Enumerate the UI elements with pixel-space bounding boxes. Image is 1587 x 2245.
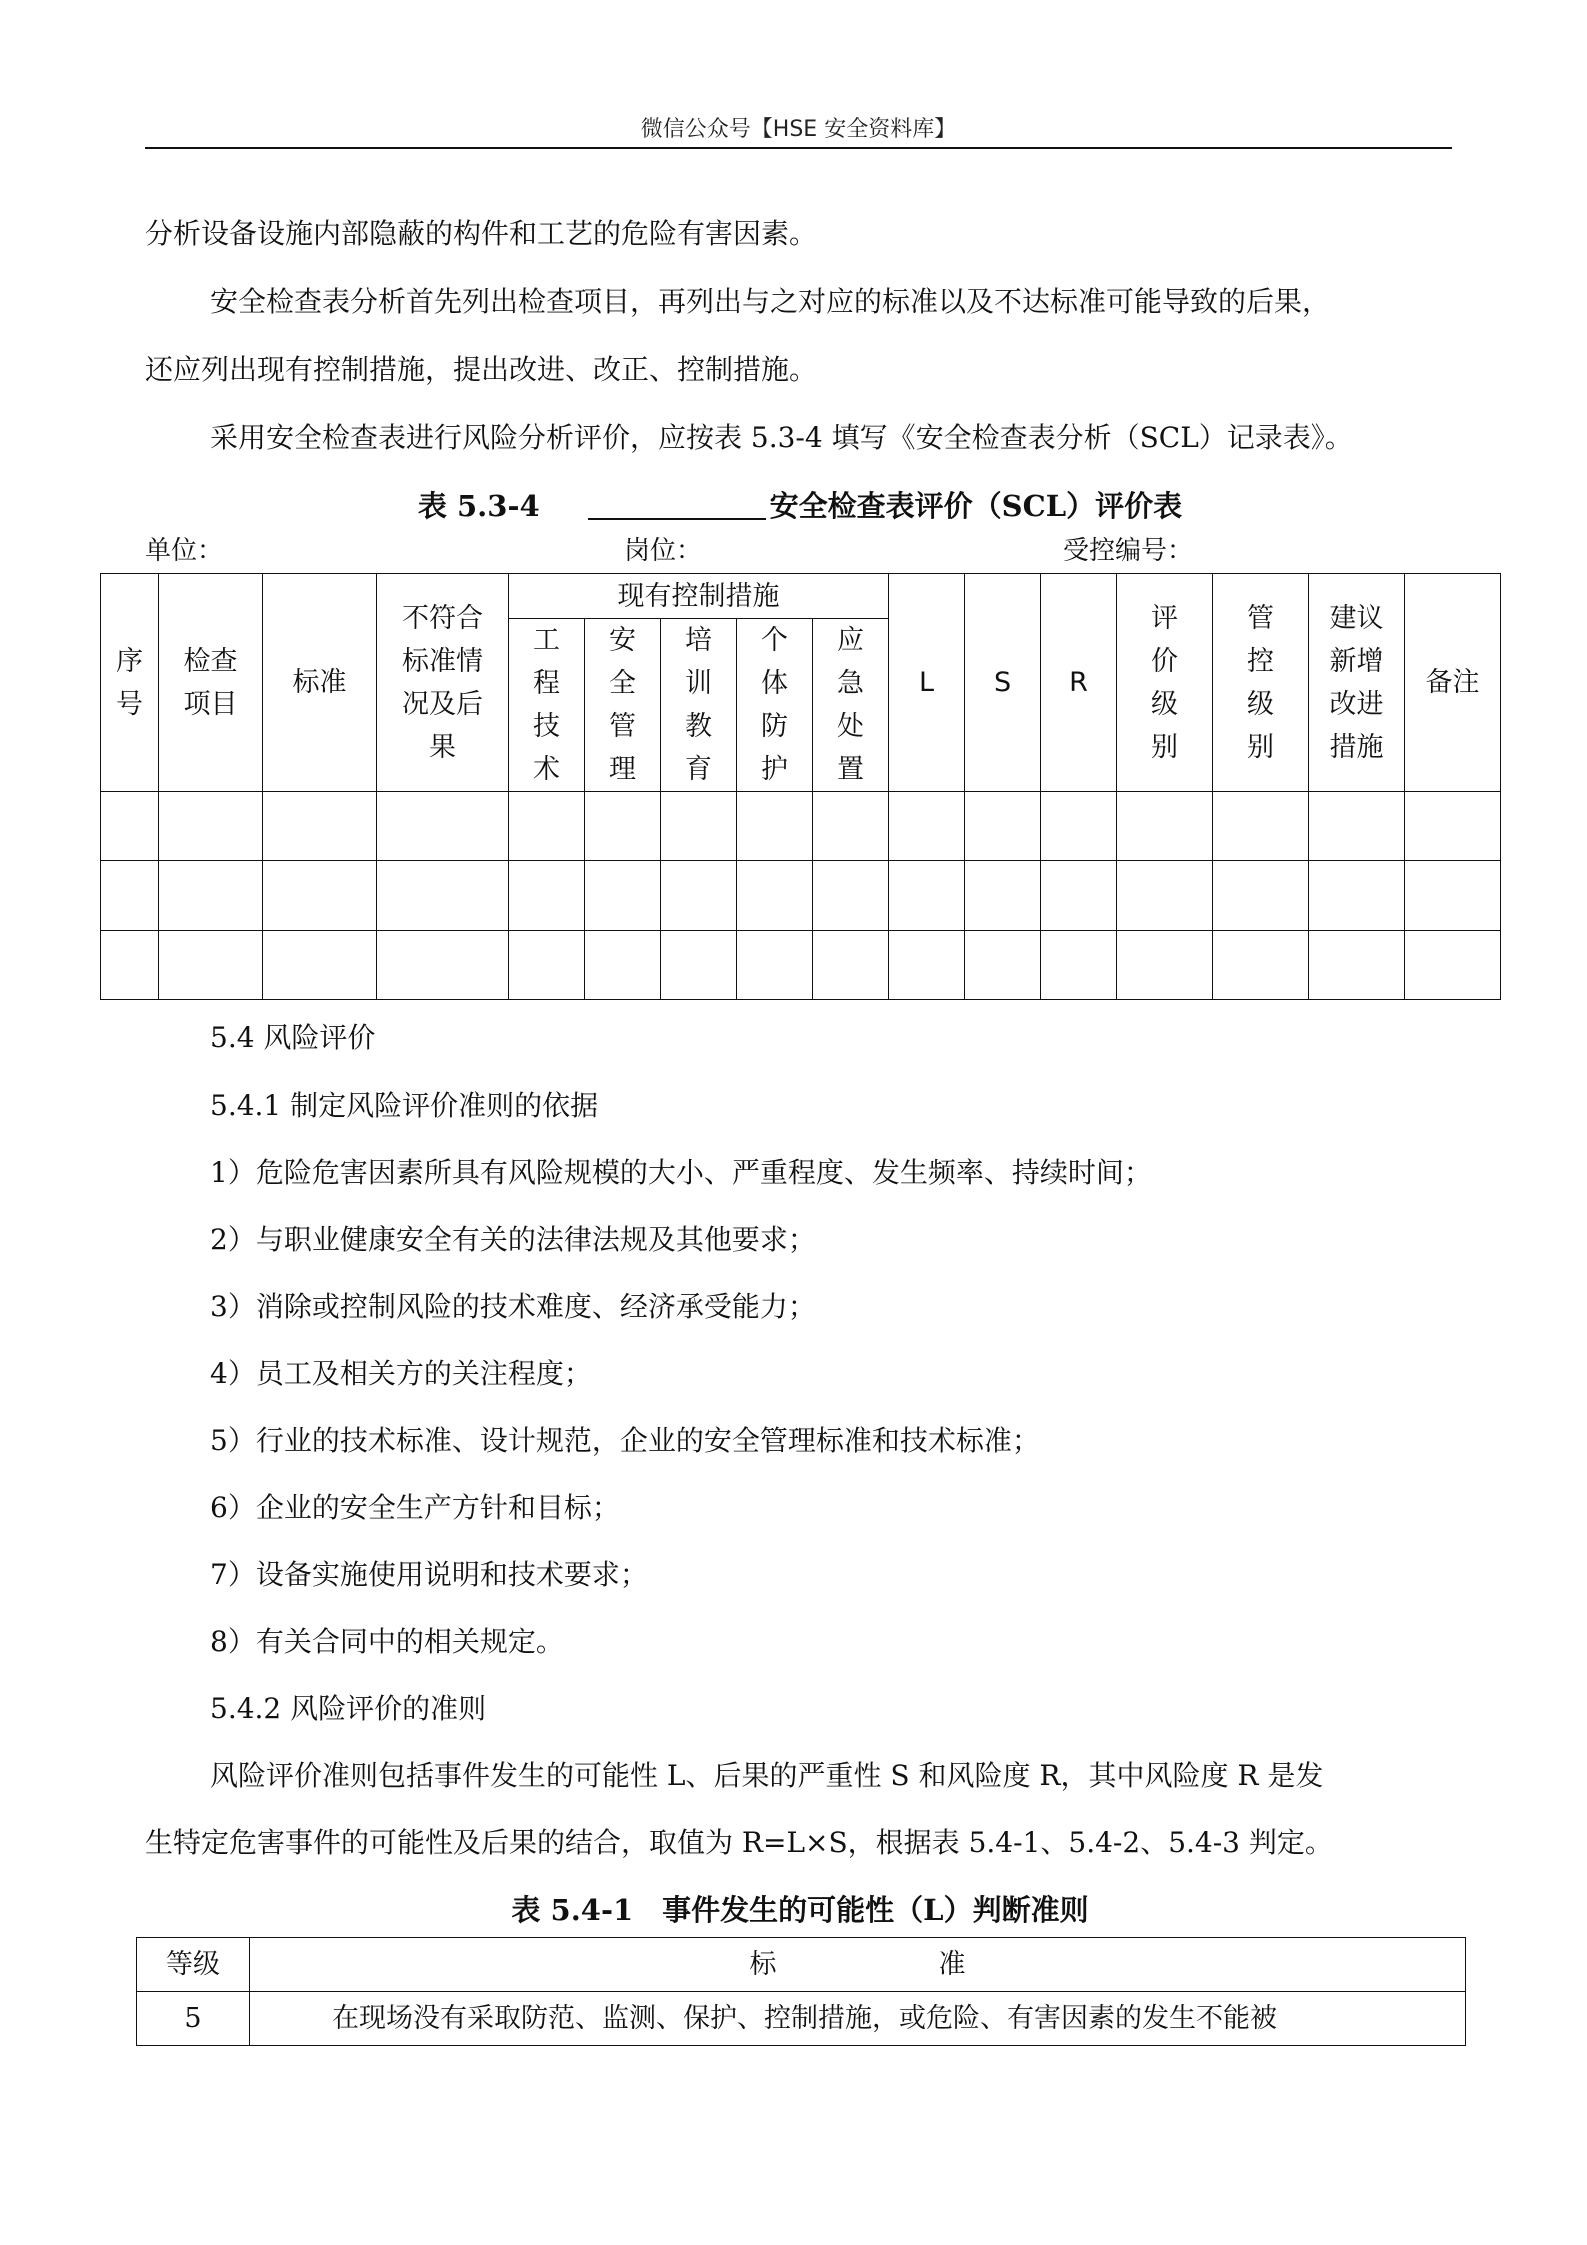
table-caption: 表 5.4-1 事件发生的可能性（L）判断准则 xyxy=(511,1893,1089,1927)
scl-table xyxy=(100,573,1501,1000)
cell[interactable] xyxy=(1309,792,1405,861)
cell[interactable] xyxy=(101,861,159,931)
table-row xyxy=(137,1992,1466,2046)
header-remark: 备注 xyxy=(1405,574,1501,792)
section-heading: 5.4.2 风险评价的准则 xyxy=(210,1692,487,1725)
header-L: L xyxy=(889,574,965,792)
header-standard: 标 准 xyxy=(250,1938,1466,1992)
cell[interactable] xyxy=(509,861,585,931)
cell[interactable] xyxy=(1309,861,1405,931)
cell[interactable] xyxy=(813,792,889,861)
cell[interactable] xyxy=(1213,861,1309,931)
cell[interactable] xyxy=(889,792,965,861)
criteria-cell: 在现场没有采取防范、监测、保护、控制措施，或危险、有害因素的发生不能被 xyxy=(250,1992,1466,2046)
header-ppe: 个体防护 xyxy=(737,619,813,792)
header-seq: 序号 xyxy=(101,574,159,792)
cell[interactable] xyxy=(1405,861,1501,931)
list-item: 1）危险危害因素所具有风险规模的大小、严重程度、发生频率、持续时间； xyxy=(210,1156,1152,1189)
table-caption xyxy=(145,486,1455,526)
cell[interactable] xyxy=(1405,931,1501,1000)
cell[interactable] xyxy=(101,931,159,1000)
paragraph: 分析设备设施内部隐蔽的构件和工艺的危险有害因素。 xyxy=(145,217,818,250)
header-grade: 等级 xyxy=(137,1938,250,1992)
section-heading: 5.4.1 制定风险评价准则的依据 xyxy=(210,1089,599,1122)
cell[interactable] xyxy=(1117,792,1213,861)
cell[interactable] xyxy=(889,861,965,931)
cell[interactable] xyxy=(737,861,813,931)
header-controls: 现有控制措施 xyxy=(509,574,889,619)
list-item: 4）员工及相关方的关注程度； xyxy=(210,1357,592,1390)
cell[interactable] xyxy=(965,792,1041,861)
table-row xyxy=(101,931,1501,1000)
cell[interactable] xyxy=(101,792,159,861)
paragraph: 还应列出现有控制措施，提出改进、改正、控制措施。 xyxy=(145,353,818,386)
cell[interactable] xyxy=(585,931,661,1000)
cell[interactable] xyxy=(965,931,1041,1000)
cell[interactable] xyxy=(661,792,737,861)
cell[interactable] xyxy=(661,861,737,931)
cell[interactable] xyxy=(1041,931,1117,1000)
cell[interactable] xyxy=(263,931,377,1000)
table-title: 安全检查表评价（SCL）评价表 xyxy=(769,489,1183,523)
cell[interactable] xyxy=(377,931,509,1000)
header-eval-level: 评价级别 xyxy=(1117,574,1213,792)
header-suggest: 建议新增改进措施 xyxy=(1309,574,1405,792)
cell[interactable] xyxy=(965,861,1041,931)
cell[interactable] xyxy=(1405,792,1501,861)
cell[interactable] xyxy=(737,931,813,1000)
cell[interactable] xyxy=(585,861,661,931)
table-row xyxy=(101,792,1501,861)
section-heading: 5.4 风险评价 xyxy=(210,1021,376,1054)
table-number: 表 5.3-4 xyxy=(417,489,540,523)
cell[interactable] xyxy=(889,931,965,1000)
list-item: 6）企业的安全生产方针和目标； xyxy=(210,1491,620,1524)
list-item: 7）设备实施使用说明和技术要求； xyxy=(210,1558,648,1591)
paragraph: 风险评价准则包括事件发生的可能性 L、后果的严重性 S 和风险度 R，其中风险度 R 是发 xyxy=(210,1759,1324,1792)
cell[interactable] xyxy=(159,792,263,861)
header-emerg: 应急处置 xyxy=(813,619,889,792)
likelihood-table xyxy=(136,1937,1466,2046)
page-header: 微信公众号【HSE 安全资料库】 xyxy=(640,117,957,142)
cell[interactable] xyxy=(1213,792,1309,861)
cell[interactable] xyxy=(737,792,813,861)
header-eng: 工程技术 xyxy=(509,619,585,792)
header-mgmt: 安全管理 xyxy=(585,619,661,792)
paragraph: 安全检查表分析首先列出检查项目，再列出与之对应的标准以及不达标准可能导致的后果， xyxy=(210,285,1331,318)
header-R: R xyxy=(1041,574,1117,792)
header-train: 培训教育 xyxy=(661,619,737,792)
cell[interactable] xyxy=(159,861,263,931)
header-item: 检查项目 xyxy=(159,574,263,792)
cell[interactable] xyxy=(1117,931,1213,1000)
list-item: 3）消除或控制风险的技术难度、经济承受能力； xyxy=(210,1290,816,1323)
paragraph: 采用安全检查表进行风险分析评价，应按表 5.3-4 填写《安全检查表分析（SCL）记录表》。 xyxy=(210,421,1353,454)
grade-cell: 5 xyxy=(137,1992,250,2046)
field-control-no: 受控编号： xyxy=(1063,536,1194,566)
cell[interactable] xyxy=(1213,931,1309,1000)
cell[interactable] xyxy=(1309,931,1405,1000)
list-item: 5）行业的技术标准、设计规范，企业的安全管理标准和技术标准； xyxy=(210,1424,1040,1457)
header-nonconform: 不符合标准情况及后果 xyxy=(377,574,509,792)
table-row xyxy=(101,861,1501,931)
header-standard: 标准 xyxy=(263,574,377,792)
list-item: 2）与职业健康安全有关的法律法规及其他要求； xyxy=(210,1223,816,1256)
cell[interactable] xyxy=(263,861,377,931)
cell[interactable] xyxy=(377,861,509,931)
header-control-level: 管控级别 xyxy=(1213,574,1309,792)
caption-blank-line xyxy=(588,488,766,520)
cell[interactable] xyxy=(813,861,889,931)
cell[interactable] xyxy=(1041,792,1117,861)
list-item: 8）有关合同中的相关规定。 xyxy=(210,1625,564,1658)
cell[interactable] xyxy=(1117,861,1213,931)
field-unit: 单位： xyxy=(145,536,224,566)
cell[interactable] xyxy=(813,931,889,1000)
cell[interactable] xyxy=(661,931,737,1000)
cell[interactable] xyxy=(509,792,585,861)
paragraph: 生特定危害事件的可能性及后果的结合，取值为 R=L×S，根据表 5.4-1、5.4-2、5.4-3 判定。 xyxy=(145,1826,1333,1859)
field-post: 岗位： xyxy=(624,536,703,566)
header-rule xyxy=(145,147,1452,149)
cell[interactable] xyxy=(1041,861,1117,931)
header-S: S xyxy=(965,574,1041,792)
cell[interactable] xyxy=(509,931,585,1000)
cell[interactable] xyxy=(377,792,509,861)
cell[interactable] xyxy=(585,792,661,861)
cell[interactable] xyxy=(263,792,377,861)
cell[interactable] xyxy=(159,931,263,1000)
